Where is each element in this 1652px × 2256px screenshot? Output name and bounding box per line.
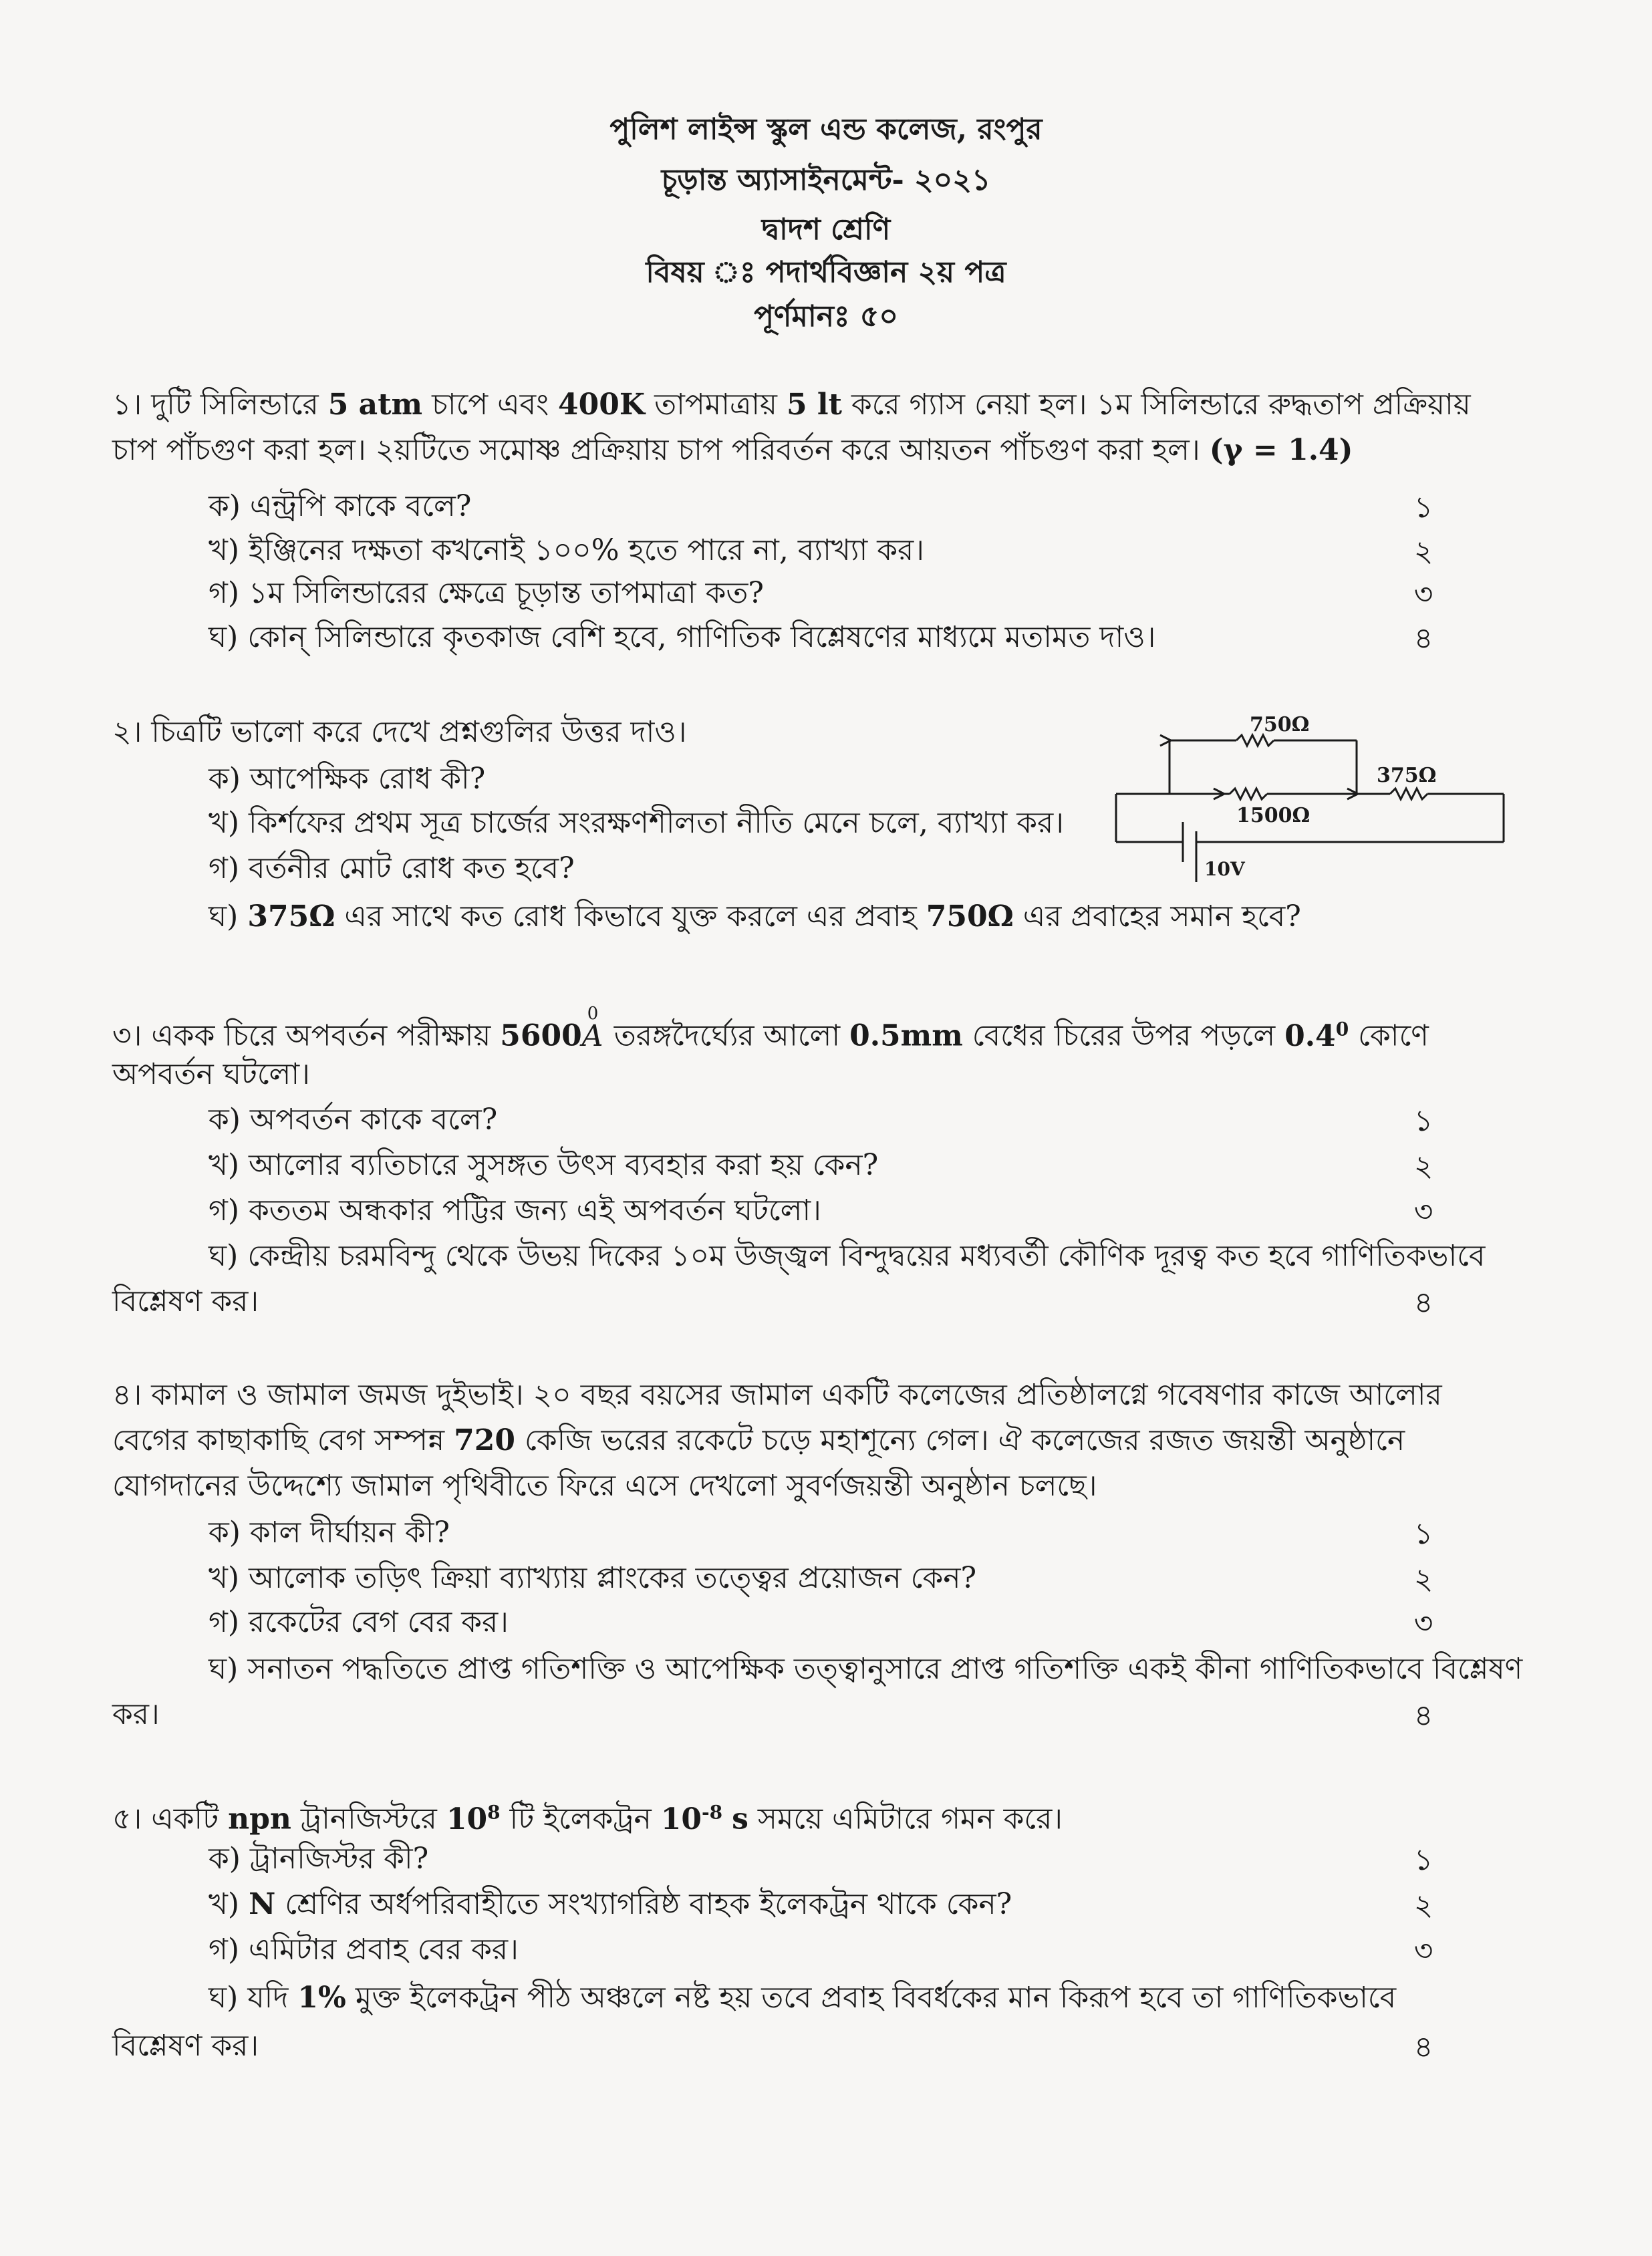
q3-mark-ga: ৩ (1413, 1195, 1433, 1229)
circuit-diagram (1109, 715, 1510, 889)
q4-ka: ক) কাল দীর্ঘায়ন কী? (209, 1516, 450, 1550)
q5-gha-cont: বিশ্লেষণ কর। (112, 2029, 259, 2063)
full-marks: পূর্ণমানঃ ৫০ (754, 299, 898, 333)
q4-gha: ঘ) সনাতন পদ্ধতিতে প্রাপ্ত গতিশক্তি ও আপেক্ষিক তত্ত্বানুসারে প্রাপ্ত গতিশক্তি একই কীনা গাণিতিকভাবে বিশ্লেষণ (209, 1652, 1523, 1686)
resistor-1500-symbol (1230, 789, 1267, 799)
q5-stem: ৫। একটি npn ট্রানজিস্টরে $10^8$ টি ইলেকট্রন $10^{-8}$ s সময়ে এমিটারে গমন করে। (112, 1801, 1063, 1836)
q1-stem: ১। দুটি সিলিন্ডারে 5 atm চাপে এবং 400K তাপমাত্রায় 5 lt করে গ্যাস নেয়া হল। ১ম সিলিন্ডারে রুদ্ধতাপ প্রক্রিয়ায় চাপ পাঁচগুণ করা হল। ২য়টিতে সমোষ্ণ প্রক্রিয়ায় চাপ পরিবর্তন করে আয়তন পাঁচগুণ করা হল। (γ = 1.4) (112, 388, 1471, 467)
q4-mark-gha: ৪ (1413, 1699, 1433, 1733)
q3-ga: গ) কততম অন্ধকার পট্টির জন্য এই অপবর্তন ঘটলো। (209, 1193, 821, 1228)
q1-kha: খ) ইঞ্জিনের দক্ষতা কখনোই ১০০% হতে পারে না, ব্যাখ্যা কর। (209, 533, 924, 567)
resistor-750-symbol (1236, 735, 1274, 746)
q5-mark-ga: ৩ (1413, 1934, 1433, 1968)
q3-mark-ka: ১ (1413, 1104, 1433, 1138)
q4-mark-ka: ১ (1413, 1517, 1433, 1551)
q1-mark-kha: ২ (1413, 535, 1433, 569)
q5-mark-kha: ২ (1413, 1888, 1433, 1923)
resistor-375-symbol (1390, 789, 1427, 799)
q3-mark-gha: ৪ (1413, 1286, 1433, 1320)
q5-mark-ka: ১ (1413, 1843, 1433, 1877)
q1-ga: গ) ১ম সিলিন্ডারের ক্ষেত্রে চূড়ান্ত তাপমাত্রা কত? (209, 576, 764, 610)
q3-stem: ৩। একক চিরে অপবর্তন পরীক্ষায় 5600 0 A তরঙ্গদৈর্ঘ্যের আলো 0.5mm বেধের চিরের উপর পড়লে $0.4^0$ কোণে (112, 1003, 1429, 1053)
q1-ka: ক) এন্ট্রপি কাকে বলে? (209, 489, 472, 523)
resistor-1500-label: 1500Ω (1236, 804, 1311, 827)
q4-mark-kha: ২ (1413, 1562, 1433, 1596)
q4-stem-line3: যোগদানের উদ্দেশ্যে জামাল পৃথিবীতে ফিরে এসে দেখলো সুবর্ণজয়ন্তী অনুষ্ঠান চলছে। (112, 1469, 1097, 1503)
q3-stem-cont: অপবর্তন ঘটলো। (112, 1057, 310, 1091)
q5-mark-gha: ৪ (1413, 2030, 1433, 2064)
q3-mark-kha: ২ (1413, 1149, 1433, 1183)
q5-ga: গ) এমিটার প্রবাহ বের কর। (209, 1933, 519, 1967)
q3-gha-cont: বিশ্লেষণ কর। (112, 1284, 259, 1318)
q2-gha: ঘ) 375Ω এর সাথে কত রোধ কিভাবে যুক্ত করলে এর প্রবাহ 750Ω এর প্রবাহের সমান হবে? (209, 899, 1301, 934)
class-name: দ্বাদশ শ্রেণি (761, 213, 891, 247)
q4-mark-ga: ৩ (1413, 1606, 1433, 1641)
battery-label: 10V (1204, 858, 1245, 880)
q2-kha: খ) কির্শফের প্রথম সূত্র চার্জের সংরক্ষণশীলতা নীতি মেনে চলে, ব্যাখ্যা কর। (209, 806, 1064, 840)
q5-gha: ঘ) যদি 1% মুক্ত ইলেকট্রন পীঠ অঞ্চলে নষ্ট হয় তবে প্রবাহ বিবর্ধকের মান কিরূপ হবে তা গাণিতিকভাবে (209, 1981, 1397, 2015)
q4-gha-cont: কর। (112, 1697, 160, 1731)
q1-gha: ঘ) কোন্ সিলিন্ডারে কৃতকাজ বেশি হবে, গাণিতিক বিশ্লেষণের মাধ্যমে মতামত দাও। (209, 620, 1156, 654)
q1-mark-ka: ১ (1413, 490, 1433, 525)
resistor-375-label: 375Ω (1377, 764, 1437, 787)
subject-line: বিষয় ঃ পদার্থবিজ্ঞান ২য় পত্র (646, 255, 1006, 289)
q4-ga: গ) রকেটের বেগ বের কর। (209, 1605, 509, 1639)
q3-gha: ঘ) কেন্দ্রীয় চরমবিন্দু থেকে উভয় দিকের ১০ম উজ্জ্বল বিন্দুদ্বয়ের মধ্যবর্তী কৌণিক দূরত্ব কত হবে গাণিতিকভাবে (209, 1239, 1486, 1273)
q4-kha: খ) আলোক তড়িৎ ক্রিয়া ব্যাখ্যায় প্লাংকের তত্ত্বের প্রয়োজন কেন? (209, 1561, 977, 1595)
q3-kha: খ) আলোর ব্যতিচারে সুসঙ্গত উৎস ব্যবহার করা হয় কেন? (209, 1148, 879, 1182)
assignment-title: চূড়ান্ত অ্যাসাইনমেন্ট- ২০২১ (661, 163, 991, 197)
q2-ga: গ) বর্তনীর মোট রোধ কত হবে? (209, 851, 575, 885)
q1-mark-gha: ৪ (1413, 621, 1433, 656)
q4-stem-line1: ৪। কামাল ও জামাল জমজ দুইভাই। ২০ বছর বয়সের জামাল একটি কলেজের প্রতিষ্ঠালগ্নে গবেষণার কাজে আলোর (112, 1378, 1442, 1412)
institution-name: পুলিশ লাইন্স স্কুল এন্ড কলেজ, রংপুর (609, 112, 1043, 146)
q5-ka: ক) ট্রানজিস্টর কী? (209, 1842, 429, 1876)
q3-ka: ক) অপবর্তন কাকে বলে? (209, 1103, 498, 1137)
q2-stem: ২। চিত্রটি ভালো করে দেখে প্রশ্নগুলির উত্তর দাও। (112, 715, 687, 749)
q4-stem-line2: বেগের কাছাকাছি বেগ সম্পন্ন 720 কেজি ভরের রকেটে চড়ে মহাশূন্যে গেল। ঐ কলেজের রজত জয়ন্তী অনুষ্ঠানে (112, 1423, 1405, 1457)
q5-kha: খ) N শ্রেণির অর্ধপরিবাহীতে সংখ্যাগরিষ্ঠ বাহক ইলেকট্রন থাকে কেন? (209, 1887, 1012, 1921)
q1-mark-ga: ৩ (1413, 577, 1433, 611)
resistor-750-label: 750Ω (1250, 715, 1310, 736)
q2-ka: ক) আপেক্ষিক রোধ কী? (209, 762, 486, 796)
